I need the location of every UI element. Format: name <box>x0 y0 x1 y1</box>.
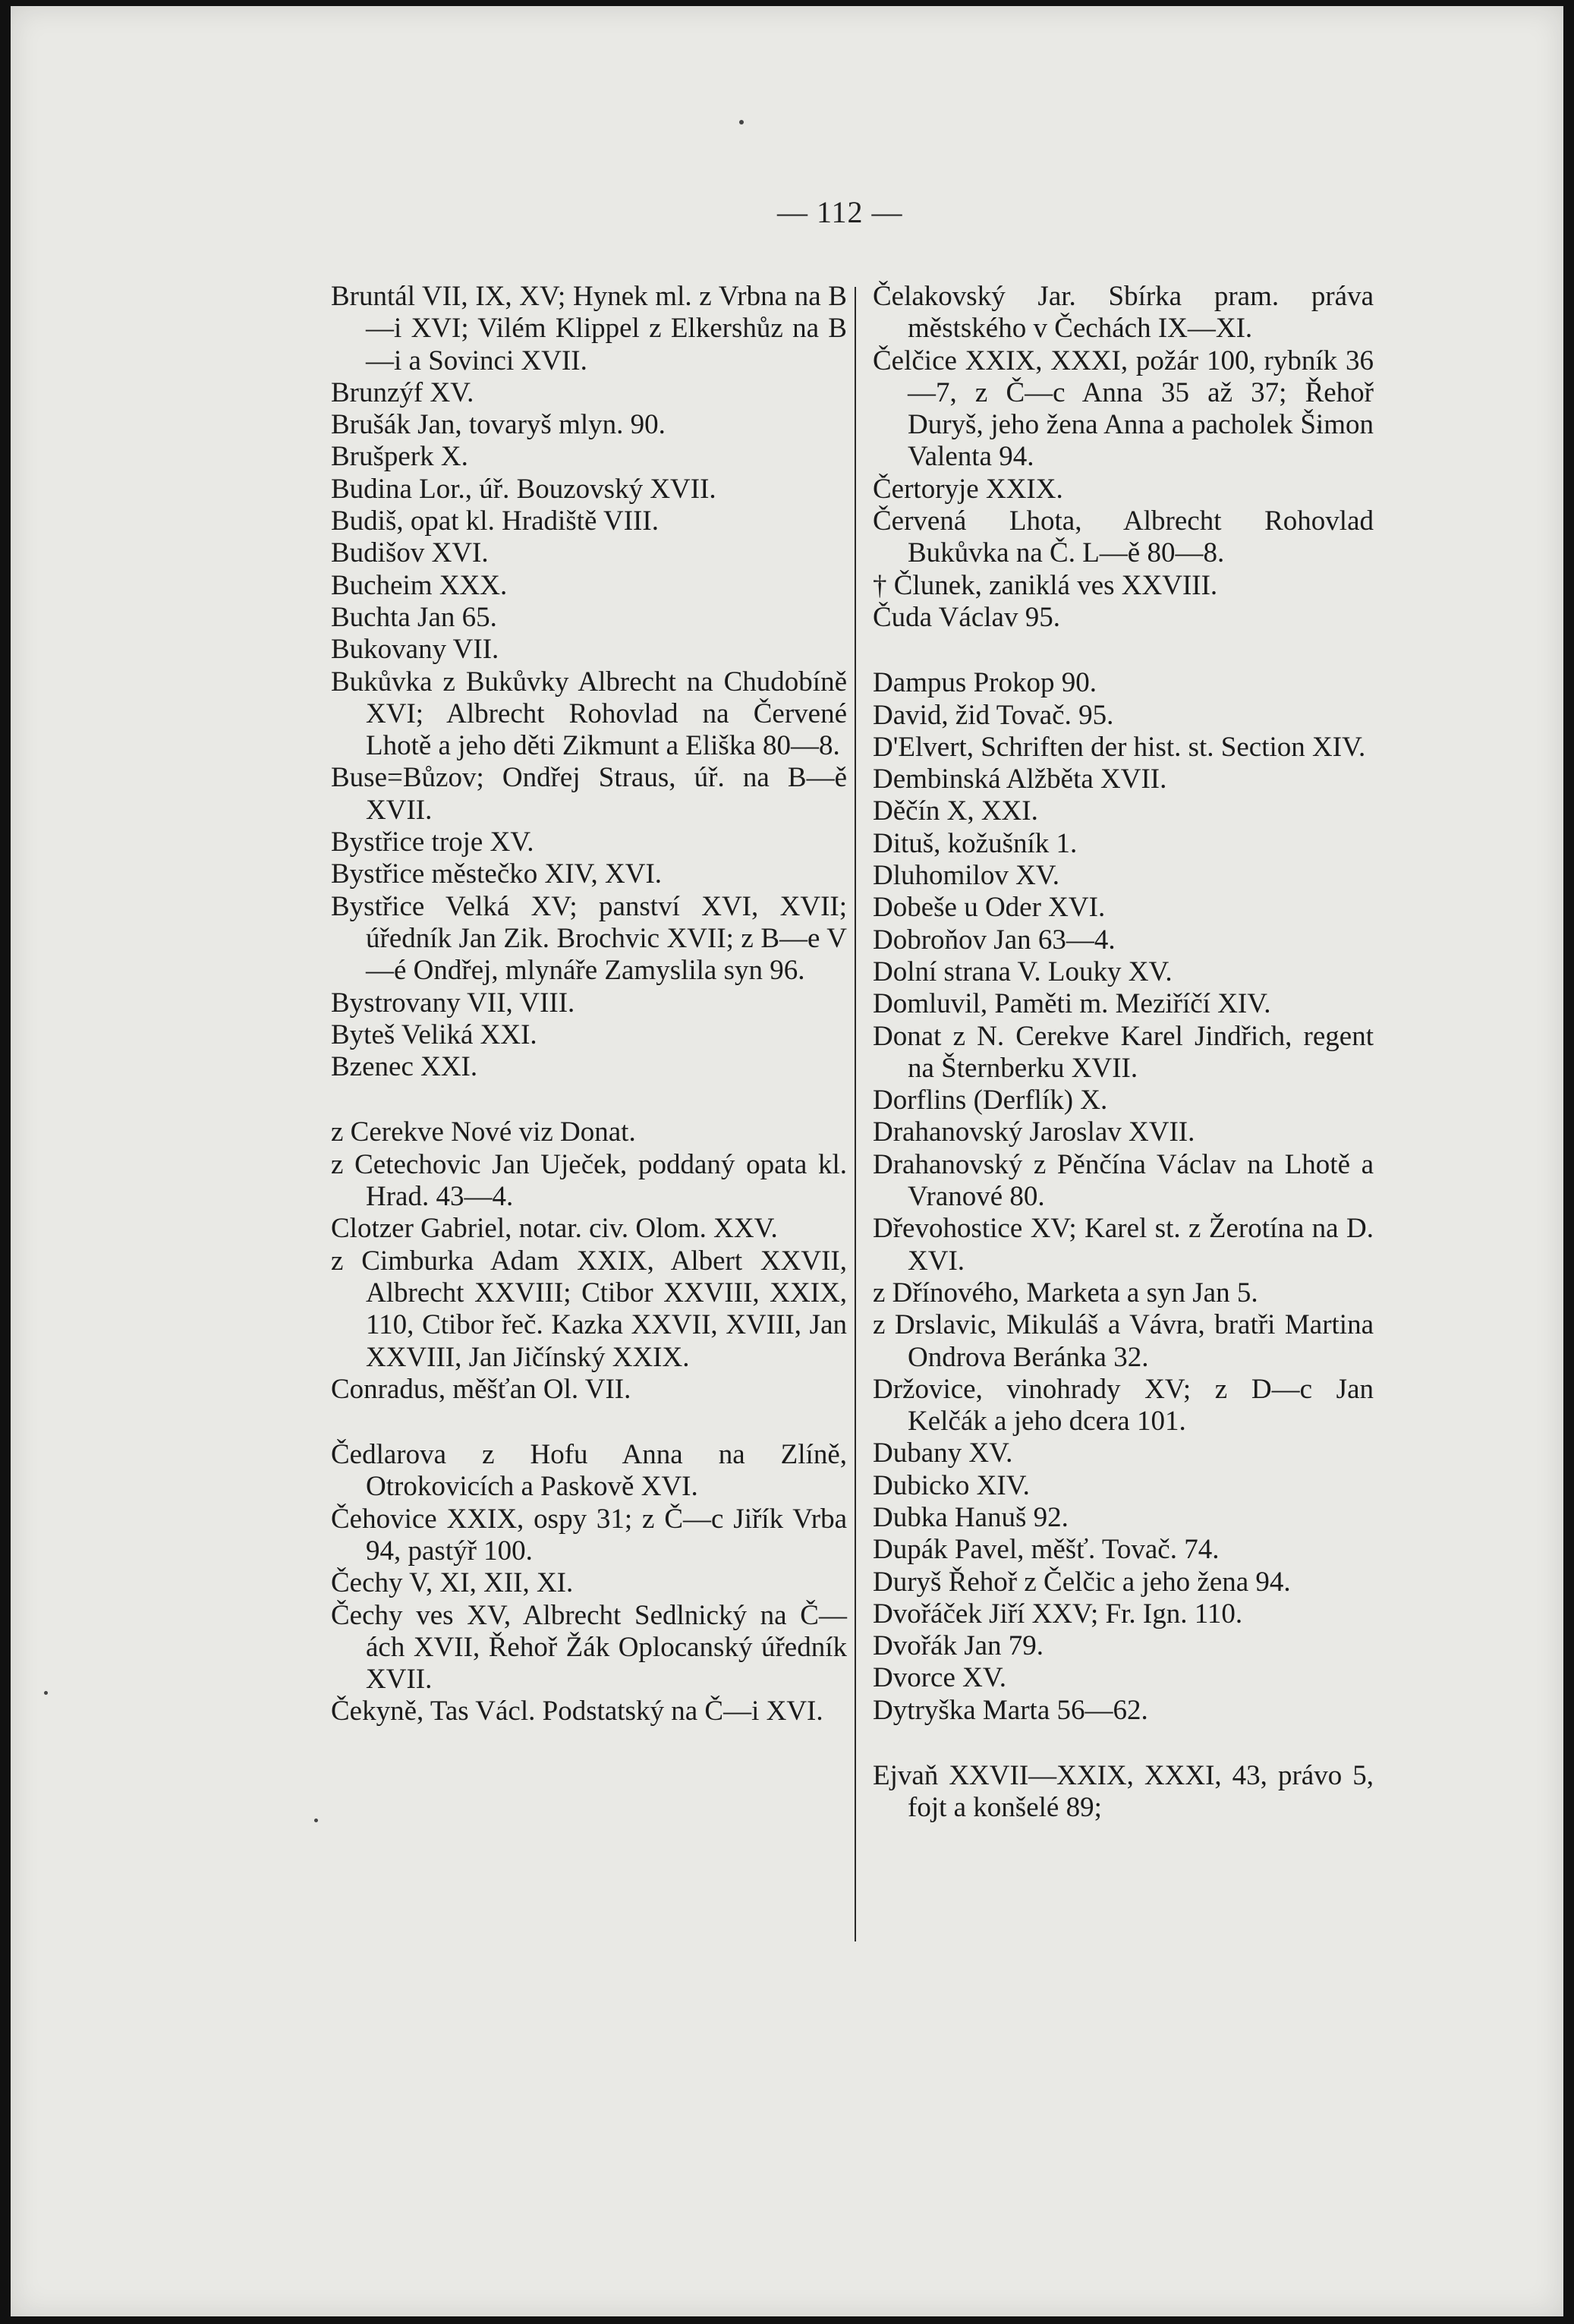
index-entry: Čelakovský Jar. Sbírka pram. práva městského v Čechách IX—XI. <box>873 281 1374 345</box>
index-entry: Dvořáček Jiří XXV; Fr. Ign. 110. <box>873 1598 1243 1630</box>
index-entry: z Dřínového, Marketa a syn Jan 5. <box>873 1277 1258 1308</box>
page-number: — 112 — <box>777 195 903 229</box>
index-entry: Dvorce XV. <box>873 1662 1007 1694</box>
index-entry: Dorflins (Derflík) X. <box>873 1085 1108 1116</box>
index-entry: Dubka Hanuš 92. <box>873 1501 1069 1533</box>
index-entry: Ejvaň XXVII—XXIX, XXXI, 43, právo 5, fojt a konšelé 89; <box>873 1760 1374 1824</box>
index-entry: Děčín X, XXI. <box>873 795 1038 827</box>
index-entry: Dampus Prokop 90. <box>873 667 1097 699</box>
index-entry: Budiš, opat kl. Hradiště VIII. <box>331 505 659 537</box>
index-entry: Clotzer Gabriel, notar. civ. Olom. XXV. <box>331 1213 778 1245</box>
index-entry: Bruntál VII, IX, XV; Hynek ml. z Vrbna na B—i XVI; Vilém Klippel z Elkershůz na B—i a Sovinci XVII. <box>331 281 847 376</box>
index-entry: Drahanovský z Pěnčína Václav na Lhotě a Vranové 80. <box>873 1148 1374 1213</box>
ink-speck <box>44 1691 48 1695</box>
index-entry: Dluhomilov XV. <box>873 860 1060 892</box>
index-entry: Bystřice Velká XV; panství XVI, XVII; úředník Jan Zik. Brochvic XVII; z B—e V—é Ondřej, mlynáře Zamyslila syn 96. <box>331 890 847 987</box>
index-entry: Dytryška Marta 56—62. <box>873 1694 1148 1726</box>
index-entry: Domluvil, Paměti m. Meziříčí XIV. <box>873 988 1271 1020</box>
index-entry: Čechy V, XI, XII, XI. <box>331 1567 574 1599</box>
section-gap <box>873 634 1374 667</box>
index-entry: David, žid Tovač. 95. <box>873 699 1114 731</box>
index-entry: Dvořák Jan 79. <box>873 1630 1044 1662</box>
index-entry: Dupák Pavel, měšť. Tovač. 74. <box>873 1534 1220 1566</box>
index-entry: Buse=Bůzov; Ondřej Straus, úř. na B—ě XVII. <box>331 762 847 826</box>
index-entry: Čechy ves XV, Albrecht Sedlnický na Č—ách XVII, Řehoř Žák Oplocanský úředník XVII. <box>331 1599 847 1696</box>
index-entry: Čekyně, Tas Václ. Podstatský na Č—i XVI. <box>331 1696 823 1727</box>
index-entry: Donat z N. Cerekve Karel Jindřich, regent na Šternberku XVII. <box>873 1020 1374 1084</box>
section-gap <box>331 1083 847 1116</box>
index-entry: Bystřice městečko XIV, XVI. <box>331 858 663 890</box>
index-entry: Conradus, měšťan Ol. VII. <box>331 1373 631 1405</box>
index-column-left <box>331 281 847 1728</box>
index-entry: z Cimburka Adam XXIX, Albert XXVII, Albrecht XXVIII; Ctibor XXVIII, XXIX, 110, Ctibor řeč. Kazka XXVII, XVIII, Jan XXVIII, Jan Jičínský XXIX. <box>331 1245 847 1373</box>
index-entry: Brunzýf XV. <box>331 376 474 408</box>
index-entry: Bucheim XXX. <box>331 569 508 601</box>
index-entry: Dobeše u Oder XVI. <box>873 892 1106 924</box>
index-entry: Drahanovský Jaroslav XVII. <box>873 1116 1195 1148</box>
index-entry: Duryš Řehoř z Čelčic a jeho žena 94. <box>873 1566 1291 1598</box>
section-gap <box>873 1727 1374 1760</box>
scanned-page <box>11 6 1563 2316</box>
index-entry: Držovice, vinohrady XV; z D—c Jan Kelčák a jeho dcera 101. <box>873 1373 1374 1438</box>
index-entry: z Drslavic, Mikuláš a Vávra, bratři Martina Ondrova Beránka 32. <box>873 1309 1374 1373</box>
index-entry: Budišov XVI. <box>331 537 489 569</box>
index-entry: Dřevohostice XV; Karel st. z Žerotína na D. XVI. <box>873 1213 1374 1277</box>
ink-speck <box>739 120 744 124</box>
index-entry: z Cetechovic Jan Uječek, poddaný opata kl. Hrad. 43—4. <box>331 1148 847 1213</box>
index-entry: Dubany XV. <box>873 1438 1013 1469</box>
index-entry: Dubicko XIV. <box>873 1469 1030 1501</box>
index-entry: Bystrovany VII, VIII. <box>331 987 575 1019</box>
index-entry: Brušperk X. <box>331 441 468 473</box>
index-entry: Čertoryje XXIX. <box>873 473 1063 505</box>
index-entry: D'Elvert, Schriften der hist. st. Section XIV. <box>873 731 1366 763</box>
index-entry: Čuda Václav 95. <box>873 601 1060 633</box>
index-entry: Dembinská Alžběta XVII. <box>873 764 1167 795</box>
index-entry: Červená Lhota, Albrecht Rohovlad Bukůvka na Č. L—ě 80—8. <box>873 505 1374 569</box>
index-entry: † Člunek, zaniklá ves XXVIII. <box>873 569 1218 601</box>
section-gap <box>331 1406 847 1439</box>
index-entry: Buchta Jan 65. <box>331 601 497 633</box>
column-divider <box>855 287 856 1941</box>
ink-speck <box>314 1819 318 1822</box>
index-entry: Dobroňov Jan 63—4. <box>873 924 1116 956</box>
index-entry: Bystřice troje XV. <box>331 827 534 858</box>
index-entry: Brušák Jan, tovaryš mlyn. 90. <box>331 409 666 441</box>
index-entry: Byteš Veliká XXI. <box>331 1019 537 1050</box>
index-entry: Bzenec XXI. <box>331 1051 478 1083</box>
index-entry: Bukovany VII. <box>331 634 499 666</box>
index-entry: Dolní strana V. Louky XV. <box>873 956 1173 987</box>
index-entry: Čelčice XXIX, XXXI, požár 100, rybník 36—7, z Č—c Anna 35 až 37; Řehoř Duryš, jeho žena Anna a pacholek Šimon Valenta 94. <box>873 345 1374 473</box>
index-column-right <box>873 281 1374 1825</box>
index-entry: Čehovice XXIX, ospy 31; z Č—c Jiřík Vrba 94, pastýř 100. <box>331 1503 847 1567</box>
index-entry: Čedlarova z Hofu Anna na Zlíně, Otrokovicích a Paskově XVI. <box>331 1439 847 1503</box>
index-entry: Dituš, kožušník 1. <box>873 827 1078 859</box>
index-entry: Budina Lor., úř. Bouzovský XVII. <box>331 473 716 505</box>
index-entry: Bukůvka z Bukůvky Albrecht na Chudobíně XVI; Albrecht Rohovlad na Červené Lhotě a jeho děti Zikmunt a Eliška 80—8. <box>331 666 847 762</box>
index-entry: z Cerekve Nové viz Donat. <box>331 1116 636 1148</box>
